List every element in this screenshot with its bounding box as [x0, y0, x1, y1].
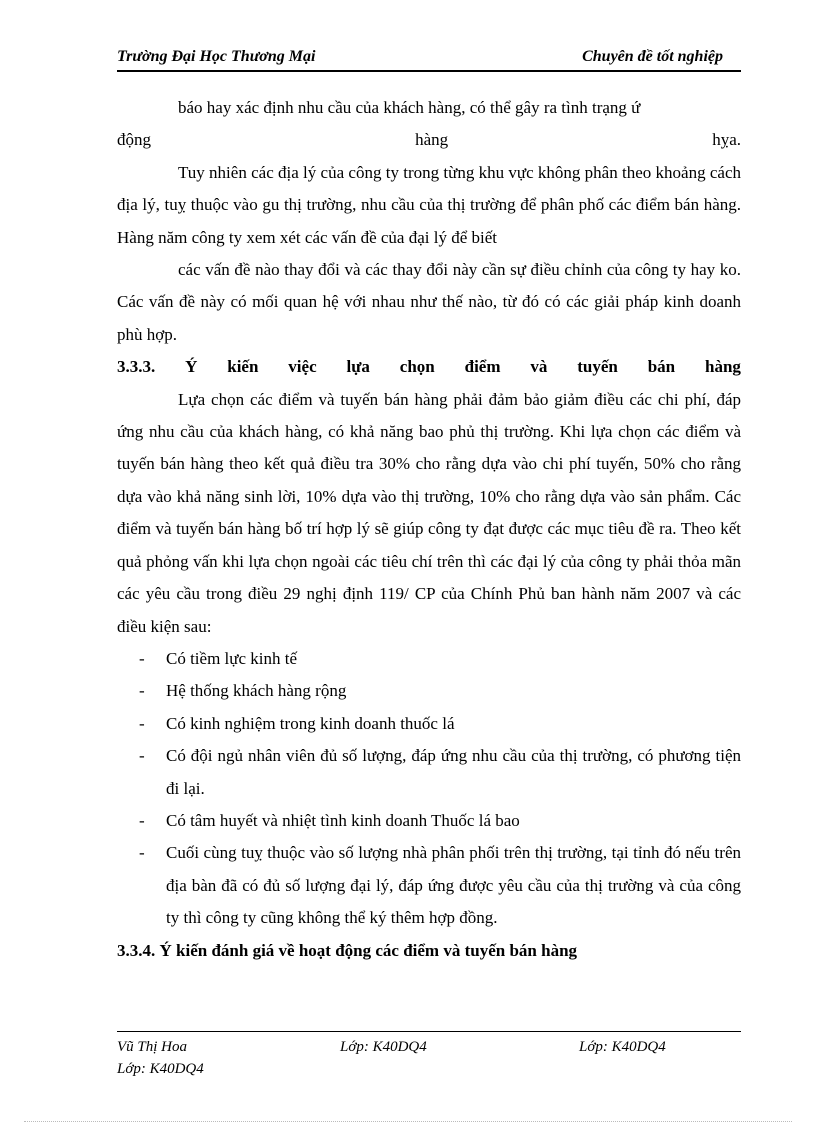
heading-word: điểm — [464, 357, 501, 377]
section-heading-3-3-3 — [117, 351, 741, 383]
paragraph-2: Tuy nhiên các địa lý của công ty trong từng khu vực không phân theo khoảng cách địa lý, tuỵ thuộc vào gu thị trường, nhu cầu của thị trường để phân phố các điểm bán hàng. Hàng năm công ty xem xét các vấn đề của đại lý để biết — [117, 162, 741, 247]
paragraph-4: Lựa chọn các điểm và tuyến bán hàng phải đảm bảo giảm điều các chi phí, đáp ứng nhu cầu của khách hàng, có khả năng bao phủ thị trường. Khi lựa chọn các điểm và tuyến bán hàng theo kết quả điều tra 30% cho rằng dựa vào chi phí tuyến, 50% cho rằng dựa vào khả năng sinh lời, 10% dựa vào thị trường, 10% cho rằng dựa vào sản phẩm. Các điểm và tuyến bán hàng bố trí hợp lý sẽ giúp công ty đạt được các mục tiêu đề ra. Theo kết quả phỏng vấn khi lựa chọn ngoài các tiêu chí trên thì các đại lý của công ty phải thỏa mãn các yêu cầu trong điều 29 nghị định 119/ CP của Chính Phủ ban hành năm 2007 và các điều kiện sau: — [117, 389, 741, 636]
heading-word: bán — [647, 357, 676, 377]
requirements-list — [117, 643, 741, 935]
paragraph-3 — [117, 254, 741, 351]
footer-class-middle: Lớp: K40DQ4 — [340, 1039, 427, 1055]
list-item-text: Có tiềm lực kinh tế — [166, 648, 298, 668]
list-item-text: Cuối cùng tuỵ thuộc vào số lượng nhà phân phối trên thị trường, tại tỉnh đó nếu trên địa bàn đã có đủ số lượng đại lý, đáp ứng được yêu cầu của thị trường và của công ty thì công ty cũng không thể ký thêm hợp đồng. — [166, 843, 741, 928]
header-school-name: Trường Đại Học Thương Mại — [117, 48, 316, 65]
paragraph-1-line-2 — [117, 124, 741, 156]
list-item-text: Có tâm huyết và nhiệt tình kinh doanh Thuốc lá bao — [166, 810, 520, 830]
page-header — [117, 46, 741, 72]
header-document-type: Chuyên đề tốt nghiệp — [582, 48, 723, 65]
list-item — [117, 740, 741, 805]
heading-word: chọn — [399, 357, 435, 377]
heading-word: tuyến — [577, 357, 618, 377]
list-marker: - — [139, 648, 145, 668]
footer-class-right: Lớp: K40DQ4 — [579, 1039, 666, 1055]
list-item-text: Có đội ngủ nhân viên đủ số lượng, đáp ứng nhu cầu của thị trường, có phương tiện đi lại. — [166, 746, 741, 798]
list-marker: - — [139, 810, 145, 830]
heading-word: kiến — [227, 357, 259, 377]
list-item — [117, 708, 741, 740]
word-hang: hàng — [415, 130, 449, 150]
list-item — [117, 837, 741, 934]
list-marker: - — [139, 713, 145, 733]
paragraph-3-text: các vấn đề nào thay đổi và các thay đổi này cần sự điều chỉnh của công ty hay ko. Các vấn đề này có mối quan hệ với nhau như thế nào, từ đó có các giải pháp kinh doanh phù hợp. — [117, 260, 741, 344]
list-marker: - — [139, 843, 145, 863]
page-edge-dotted-line — [24, 1121, 792, 1122]
footer-author: Vũ Thị Hoa — [117, 1039, 188, 1055]
heading-word: và — [530, 357, 548, 377]
page-body — [117, 92, 741, 967]
list-item — [117, 675, 741, 707]
list-item-text: Hệ thống khách hàng rộng — [166, 681, 347, 701]
list-marker: - — [139, 746, 145, 766]
heading-word: lựa — [346, 357, 370, 377]
heading-word: Ý — [185, 357, 198, 377]
list-item-text: Có kinh nghiệm trong kinh doanh thuốc lá — [166, 713, 455, 733]
list-marker: - — [139, 681, 145, 701]
list-item — [117, 643, 741, 675]
list-item — [117, 805, 741, 837]
section-heading-3-3-4: 3.3.4. Ý kiến đánh giá về hoạt động các điểm và tuyến bán hàng — [117, 940, 578, 960]
heading-word: việc — [288, 357, 317, 377]
heading-word: 3.3.3. — [117, 357, 156, 377]
paragraph-1-line-1: báo hay xác định nhu cầu của khách hàng, có thể gây ra tình trạng ứ — [178, 98, 641, 117]
heading-word: hàng — [704, 357, 741, 377]
footer-divider — [117, 1031, 741, 1032]
footer-class-bottom: Lớp: K40DQ4 — [117, 1061, 204, 1077]
word-hya: hỵa. — [712, 130, 741, 150]
word-dong: động — [117, 130, 151, 150]
